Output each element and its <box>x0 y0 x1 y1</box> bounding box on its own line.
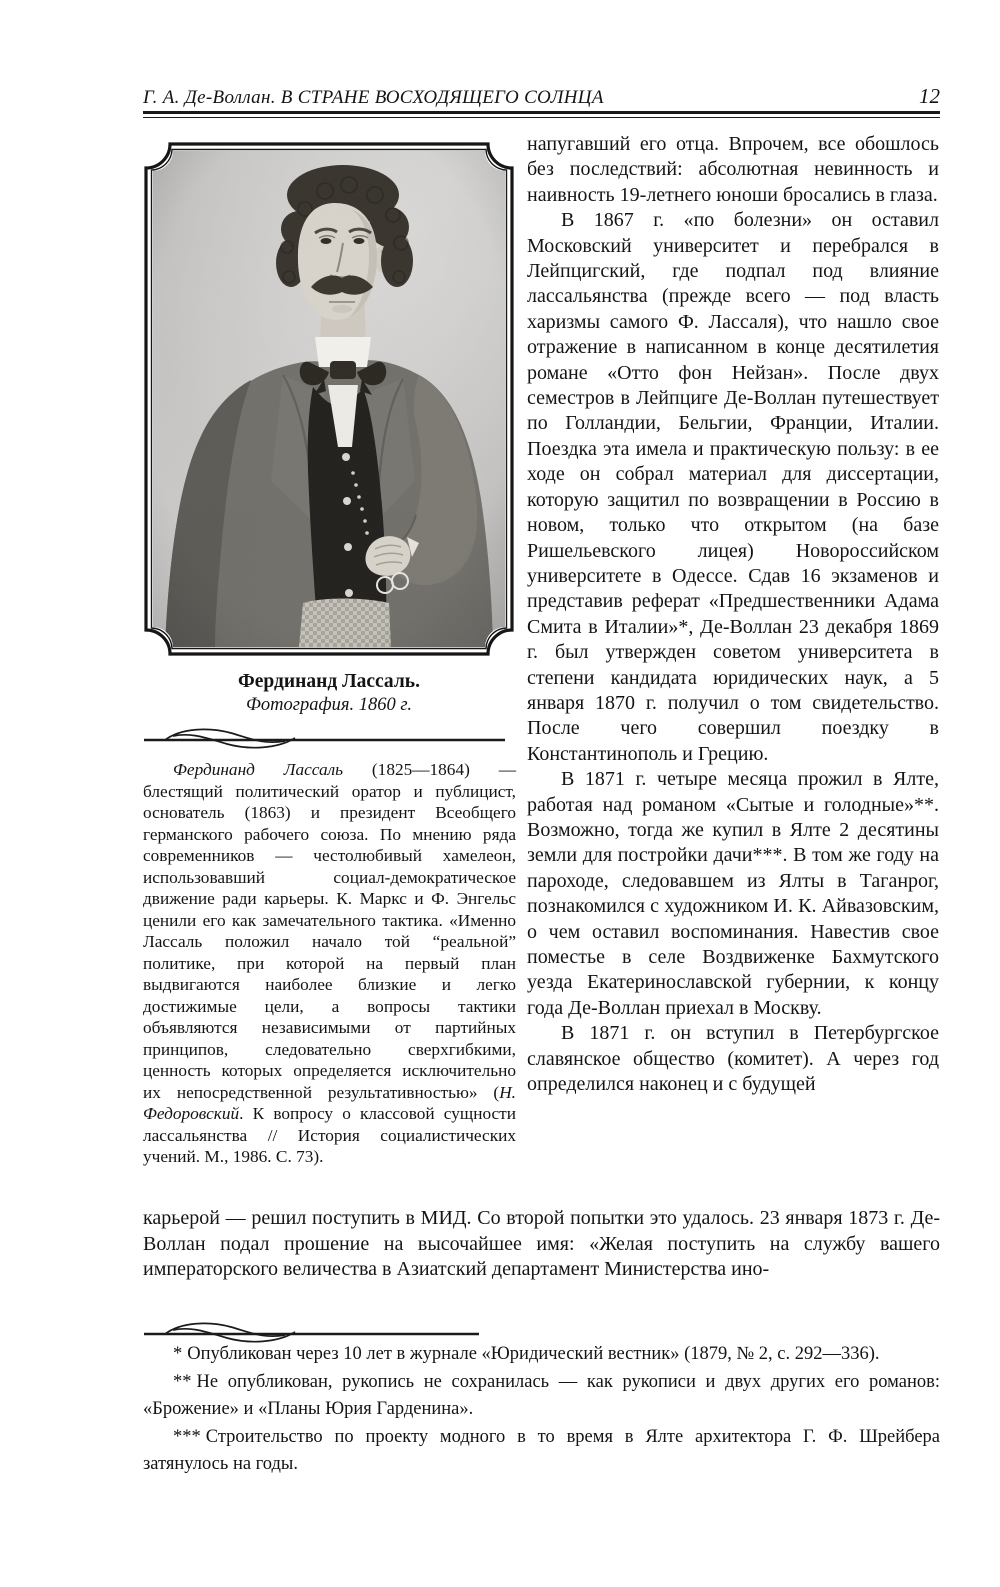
lassalle-portrait-photo <box>143 141 515 657</box>
footnote-text: Строительство по проекту модного в то время в Ялте архитектора Г. Ф. Шрейбера затянулось на годы. <box>143 1426 940 1474</box>
footnote-marker: ** <box>173 1371 192 1392</box>
photo-caption <box>143 670 515 717</box>
footnote-marker: * <box>173 1344 183 1364</box>
photo-caption-subtitle: Фотография. 1860 г. <box>246 695 412 715</box>
footnote-2 <box>143 1369 940 1424</box>
footnote-marker: *** <box>173 1426 201 1447</box>
footnote-text: Не опубликован, рукопись не сохранилась — как рукописи и двух других его романов: «Брожение» и «Планы Юрия Гарденина». <box>143 1371 940 1419</box>
header-rule <box>143 111 940 118</box>
footnote-1 <box>143 1341 940 1369</box>
footnote-text: Опубликован через 10 лет в журнале «Юридический вестник» (1879, № 2, с. 292—336). <box>187 1344 880 1364</box>
main-paragraph-continuation: напугавший его отца. Впрочем, все обошлось без последствий: абсолютная невинность и наивность 19-летнего юноши бросались в глаза. <box>527 133 939 206</box>
footnote-3 <box>143 1424 940 1479</box>
main-paragraph: В 1871 г. четыре месяца прожил в Ялте, работая над романом «Сытые и голодные»**. Возможно, тогда же купил в Ялте 2 десятины земли для постройки дачи***. В том же году на пароходе, следовавшем из Ялты в Таганрог, познакомился с художником И. К. Айвазовским, о чем оставил воспоминания. Навестив свое поместье в селе Воздвиженке Бахмутского уезда Екатеринославской губернии, к концу года Де-Воллан приехал в Москву. <box>527 768 939 1019</box>
ornament-divider-top <box>143 724 515 752</box>
running-head-title: Г. А. Де-Воллан. В СТРАНЕ ВОСХОДЯЩЕГО СОЛНЦА <box>143 87 604 108</box>
main-paragraph: В 1867 г. «по болезни» он оставил Московский университет и перебрался в Лейпцигский, где подпал под влияние лассальянства (прежде всего — под власть харизмы самого Ф. Лассаля), что нашло свое отражение в написанном в конце десятилетия романе «Отто фон Нейзан». После двух семестров в Лейпциге Де-Воллан путешествует по Голландии, Бельгии, Франции, Италии. Поездка эта имела и практическую пользу: в ее ходе он собрал материал для диссертации, которую защитил по возвращении в Россию в новом, только что открытом (на базе Ришельевского лицея) Новороссийском университете в Одессе. Сдав 16 экзаменов и представив реферат «Предшественники Адама Смита в Италии»*, Де-Воллан 23 декабря 1869 г. был утвержден советом университета в степени кандидата юридических наук, а 5 января 1870 г. получил о том свидетельство. После чего совершил поездку в Константинополь и Грецию. <box>527 209 939 765</box>
page-number: 12 <box>919 84 940 108</box>
biography-paragraph: Фердинанд Лассаль (1825—1864) — блестящий политический оратор и публицист, основатель (1863) и президент Всеобщего германского рабочего союза. По мнению ряда современников — честолюбивый хамелеон, использовавший социал-демократическое движение ради карьеры. К. Маркс и Ф. Энгельс ценили его как замечательного тактика. «Именно Лассаль положил начало той “реальной” политике, при которой на первый план выдвигаются наиболее близкие и легко достижимые цели, а вопросы тактики объявляются независимыми от партийных принципов, следовательно сверхгибкими, ценность которых определяется исключительно их непосредственной результативностью» (Н. Федоровский. К вопросу о классовой сущности лассальянства // История социалистических учений. М., 1986. С. 73). <box>143 760 516 1166</box>
main-text-column <box>527 132 939 1097</box>
main-paragraph: В 1871 г. он вступил в Петербургское славянское общество (комитет). А через год определился наконец и с будущей <box>527 1022 939 1096</box>
photo-caption-title: Фердинанд Лассаль. <box>238 671 420 692</box>
biography-sidebar-text <box>143 759 516 1168</box>
full-width-paragraph: карьерой — решил поступить в МИД. Со второй попытки это удалось. 23 января 1873 г. Де-Воллан подал прошение на высочайшее имя: «Желая поступить на службу вашего императорского величества в Азиатский департамент Министерства ино- <box>143 1207 940 1280</box>
running-head <box>143 84 940 109</box>
footnotes <box>143 1341 940 1479</box>
